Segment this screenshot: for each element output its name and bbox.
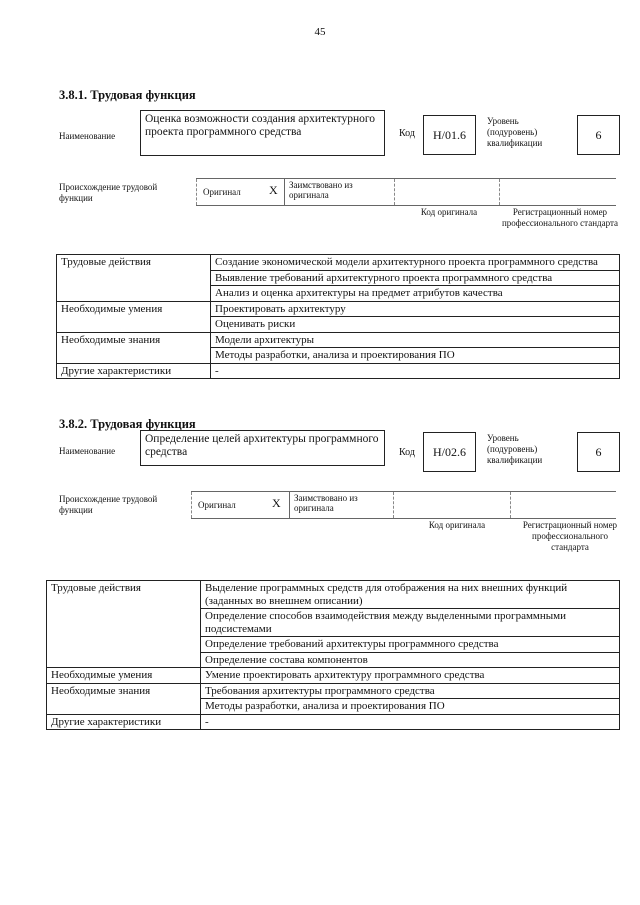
- table-row: [47, 668, 620, 684]
- name-label: Наименование: [59, 446, 116, 456]
- row-header: Трудовые действия: [57, 255, 211, 302]
- row-header: Необходимые знания: [57, 332, 211, 363]
- row-header: Другие характеристики: [47, 714, 201, 730]
- row-item: Определение требований архитектуры программного средства: [201, 637, 620, 653]
- level-box: 6: [577, 115, 620, 155]
- row-item: Методы разработки, анализа и проектирования ПО: [201, 699, 620, 715]
- table-row: [47, 714, 620, 730]
- row-item: Умение проектировать архитектуру программного средства: [201, 668, 620, 684]
- row-item: Методы разработки, анализа и проектирования ПО: [211, 348, 620, 364]
- code-original-cell: [394, 179, 499, 205]
- code-label: Код: [399, 447, 415, 458]
- function-table: [46, 580, 620, 730]
- table-row: [57, 255, 620, 271]
- row-item: -: [211, 363, 620, 379]
- original-cell: [196, 179, 284, 205]
- code-box: H/01.6: [423, 115, 476, 155]
- function-table: [56, 254, 620, 379]
- level-label: Уровень (подуровень) квалификации: [487, 433, 543, 465]
- reg-number-caption: Регистрационный номер профессионального стандарта: [522, 520, 618, 552]
- page-number: 45: [314, 26, 326, 38]
- row-header: Другие характеристики: [57, 363, 211, 379]
- row-header: Необходимые умения: [57, 301, 211, 332]
- row-item: Оценивать риски: [211, 317, 620, 333]
- row-item: Анализ и оценка архитектуры на предмет атрибутов качества: [211, 286, 620, 302]
- row-item: Определение состава компонентов: [201, 652, 620, 668]
- row-header: Необходимые знания: [47, 683, 201, 714]
- row-item: -: [201, 714, 620, 730]
- original-label: Оригинал: [203, 187, 241, 197]
- row-item: Создание экономической модели архитектурного проекта программного средства: [211, 255, 620, 271]
- row-item: Требования архитектуры программного средства: [201, 683, 620, 699]
- origin-row: [196, 178, 616, 206]
- origin-label: Происхождение трудовой функции: [59, 182, 158, 203]
- origin-row: [191, 491, 616, 519]
- row-item: Модели архитектуры: [211, 332, 620, 348]
- table-row: [47, 581, 620, 609]
- code-original-caption: Код оригинала: [428, 520, 486, 530]
- row-header: Необходимые умения: [47, 668, 201, 684]
- code-original-caption: Код оригинала: [420, 207, 478, 217]
- level-box: 6: [577, 432, 620, 472]
- original-label: Оригинал: [198, 500, 236, 510]
- borrowed-cell: Заимствовано из оригинала: [289, 492, 393, 518]
- origin-label: Происхождение трудовой функции: [59, 494, 158, 515]
- row-item: Выделение программных средств для отображения на них внешних функций (заданных во внешнем описании): [201, 581, 620, 609]
- row-item: Определение способов взаимодействия между выделенными программными подсистемами: [201, 609, 620, 637]
- name-label: Наименование: [59, 131, 116, 141]
- table-row: [47, 683, 620, 699]
- row-item: Выявление требований архитектурного проекта программного средства: [211, 270, 620, 286]
- function-name-box: Оценка возможности создания архитектурного проекта программного средства: [140, 110, 385, 156]
- code-label: Код: [399, 128, 415, 139]
- borrowed-cell: Заимствовано из оригинала: [284, 179, 394, 205]
- reg-number-cell: [499, 179, 616, 205]
- table-row: [57, 332, 620, 348]
- code-box: H/02.6: [423, 432, 476, 472]
- code-original-cell: [393, 492, 510, 518]
- original-mark: X: [272, 496, 281, 510]
- reg-number-caption: Регистрационный номер профессионального стандарта: [501, 207, 619, 228]
- reg-number-cell: [510, 492, 616, 518]
- level-label: Уровень (подуровень) квалификации: [487, 116, 543, 148]
- section-title: 3.8.2. Трудовая функция: [59, 417, 196, 431]
- table-row: [57, 363, 620, 379]
- original-cell: [191, 492, 289, 518]
- table-row: [57, 301, 620, 317]
- function-name-box: Определение целей архитектуры программного средства: [140, 430, 385, 466]
- original-mark: X: [269, 183, 278, 197]
- row-item: Проектировать архитектуру: [211, 301, 620, 317]
- row-header: Трудовые действия: [47, 581, 201, 668]
- section-title: 3.8.1. Трудовая функция: [59, 88, 196, 102]
